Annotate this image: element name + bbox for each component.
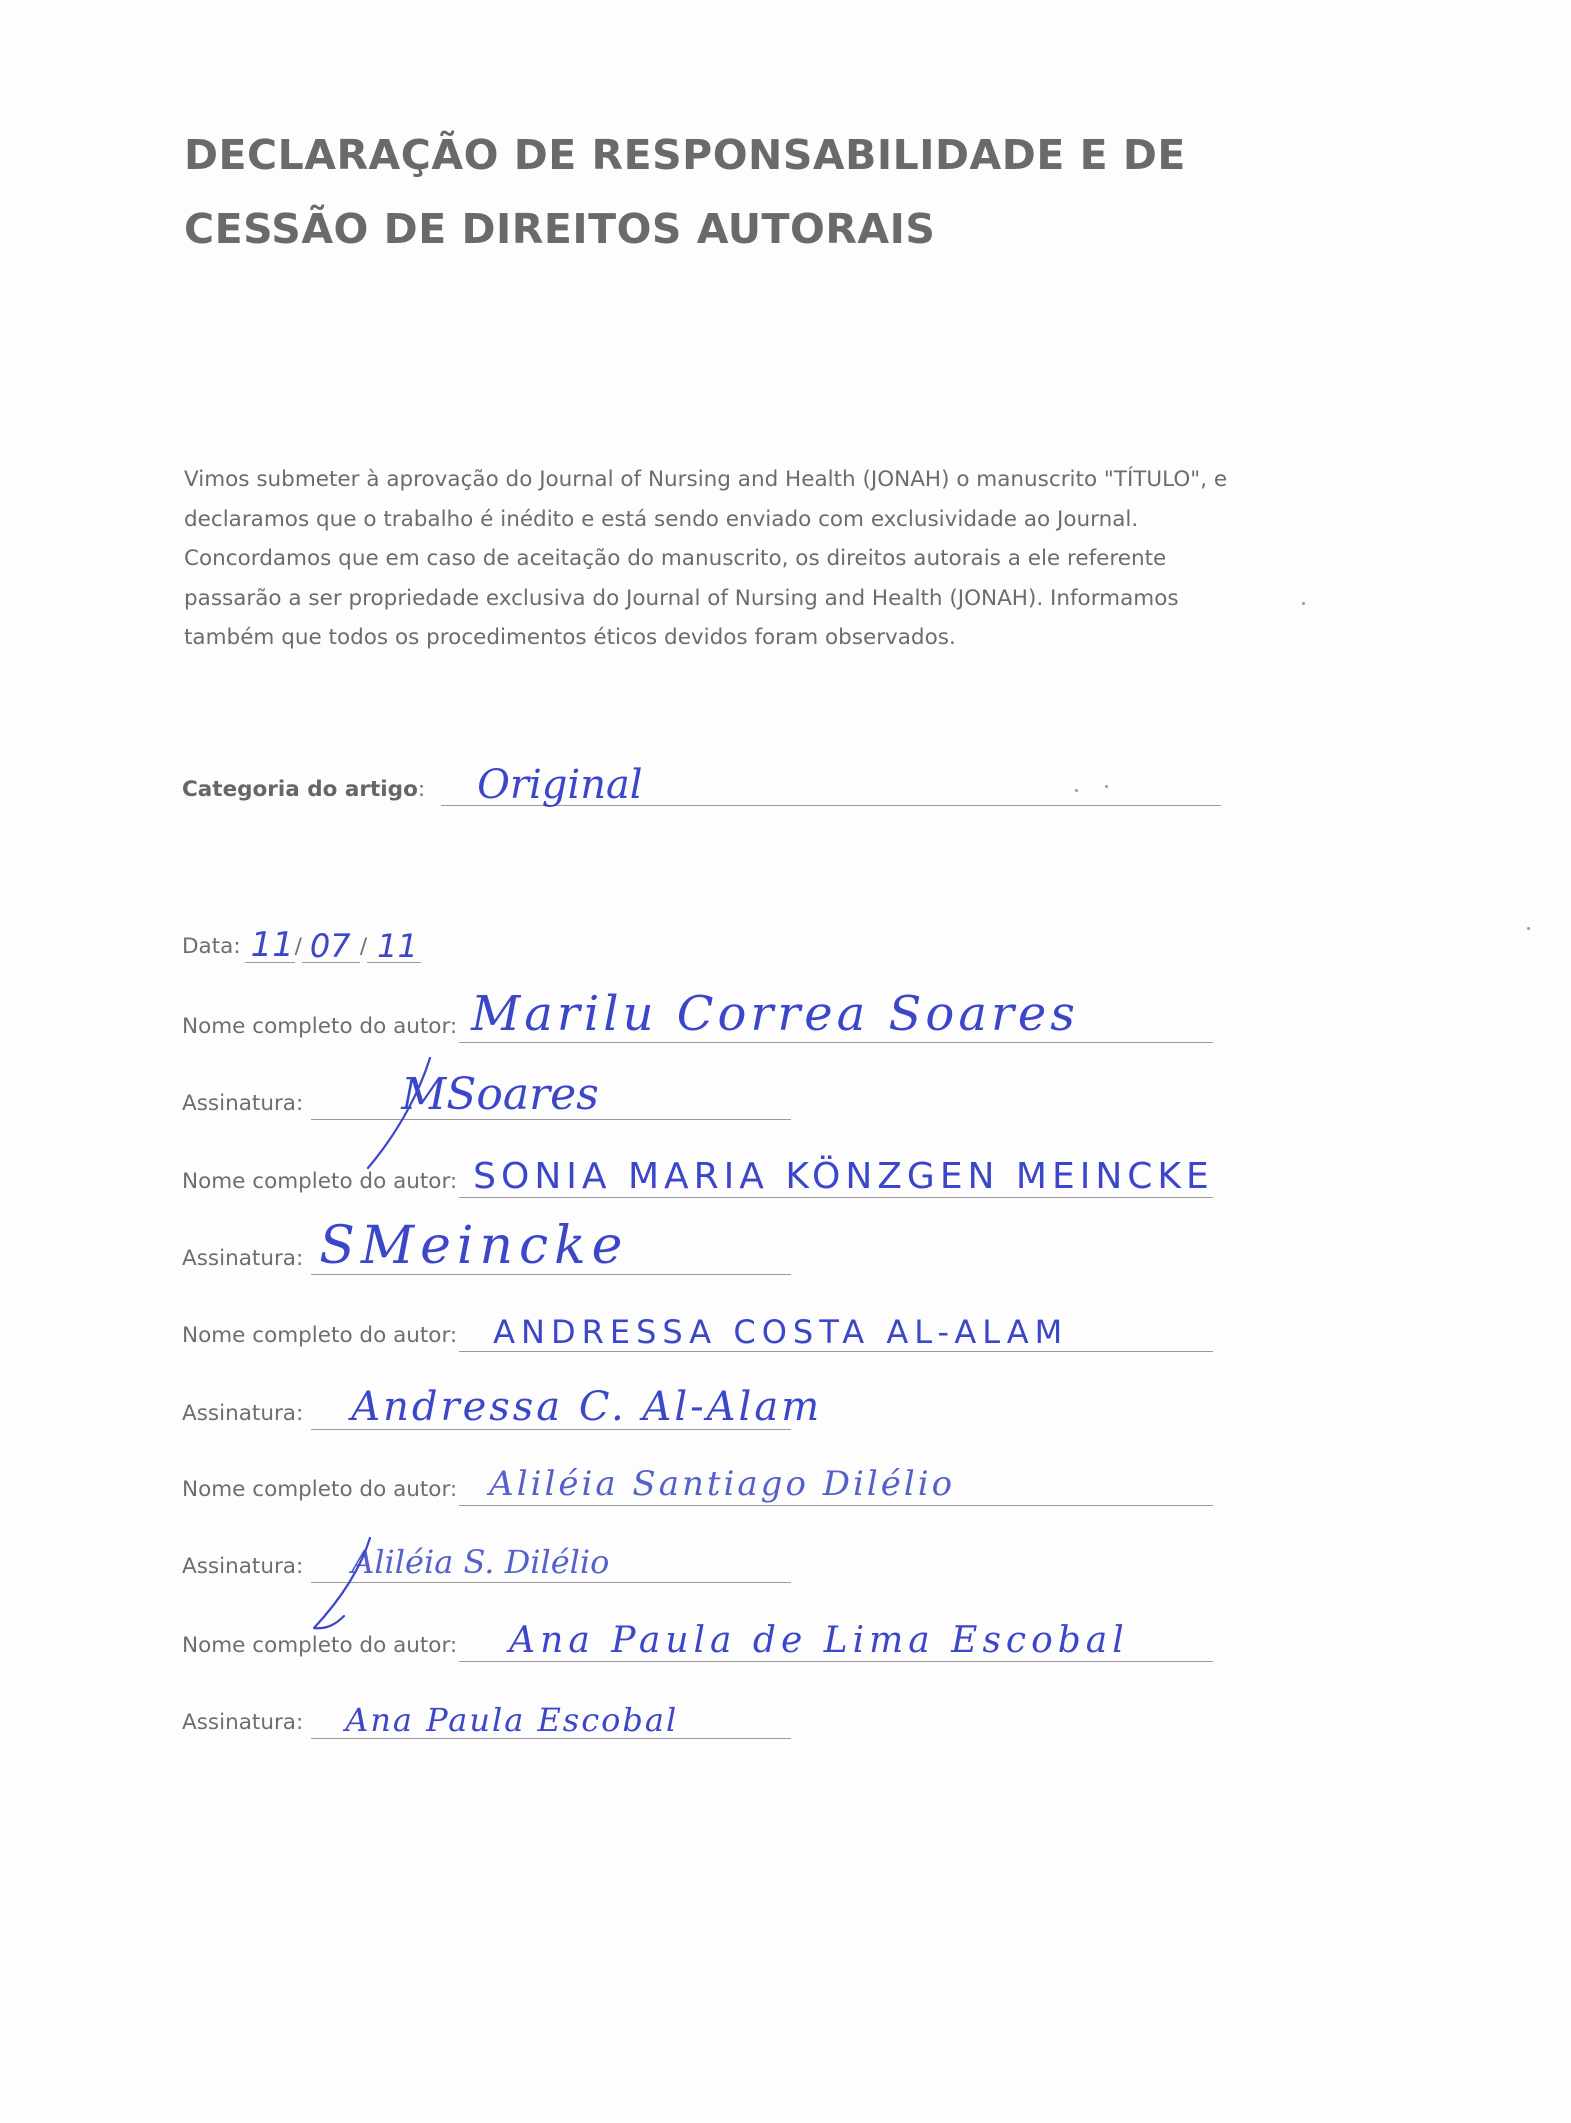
signature-loop-stroke [360,1050,520,1180]
author-name-field [182,1292,1213,1352]
signature-line[interactable] [311,1678,791,1739]
scan-speck [1105,785,1108,788]
date-day: 11 [250,925,294,965]
signature-line[interactable] [311,1369,823,1430]
date-separator: / [359,934,368,959]
scan-speck [1075,789,1078,792]
category-line[interactable] [441,745,1221,806]
declaration-line: também que todos os procedimentos éticos devidos foram observados. [184,625,956,650]
author-name-value: SONIA MARIA KÖNZGEN MEINCKE [473,1156,1214,1197]
author-name-label: Nome completo do autor: [182,1633,458,1658]
signature-line[interactable] [311,1214,791,1275]
document-title [184,118,1384,266]
signature-label: Assinatura: [182,1710,304,1735]
author-name-label: Nome completo do autor: [182,1477,458,1502]
declaration-line: Vimos submeter à aprovação do Journal of Nursing and Health (JONAH) o manuscrito "TÍTULO", e [184,467,1228,492]
date-day-line[interactable] [245,902,295,963]
date-year: 11 [377,927,418,965]
declaration-line: declaramos que o trabalho é inédito e está sendo enviado com exclusividade ao Journal. [184,506,1139,532]
author-name-line[interactable] [459,1137,1213,1198]
author-name-field [182,1138,1213,1198]
signature-value: Ana Paula Escobal [345,1701,679,1739]
signature-value: MSoares [401,1069,599,1120]
signature-value: Andressa C. Al-Alam [351,1384,823,1430]
author-name-field [182,983,1213,1043]
author-name-line[interactable] [459,1601,1213,1662]
declaration-line: Concordamos que em caso de aceitação do manuscrito, os direitos autorais a ele referente [184,546,1167,571]
author-name-label: Nome completo do autor: [182,1014,458,1039]
author-name-line[interactable] [459,982,1213,1043]
signature-loop-stroke [300,1520,420,1640]
title-line-1: DECLARAÇÃO DE RESPONSABILIDADE E DE [184,131,1186,179]
signature-field [182,1679,791,1739]
date-field [182,903,421,963]
author-name-value: ANDRESSA COSTA AL-ALAM [493,1313,1069,1351]
date-year-line[interactable] [367,902,421,963]
author-name-line[interactable] [459,1291,1213,1352]
signature-label: Assinatura: [182,1091,304,1116]
signature-value: Aliléia S. Dilélio [351,1543,610,1581]
scan-speck [1527,927,1530,930]
category-value: Original [477,762,643,808]
author-name-value: Marilu Correa Soares [471,986,1079,1042]
signature-label: Assinatura: [182,1554,304,1579]
author-name-label: Nome completo do autor: [182,1323,458,1348]
category-label: Categoria do artigo [182,777,418,802]
signature-field [182,1215,791,1275]
signature-label: Assinatura: [182,1246,304,1271]
author-name-value: Aliléia Santiago Dilélio [489,1464,956,1504]
author-name-value: Ana Paula de Lima Escobal [509,1620,1129,1661]
signature-field [182,1523,791,1583]
date-month-line[interactable] [302,902,360,963]
category-colon: : [417,777,426,802]
signature-label: Assinatura: [182,1401,304,1426]
author-name-field [182,1446,1213,1506]
author-name-label: Nome completo do autor: [182,1169,458,1194]
date-month: 07 [309,927,351,965]
category-field [182,746,1221,806]
declaration-line: passarão a ser propriedade exclusiva do Journal of Nursing and Health (JONAH). Informamos [184,585,1179,611]
declaration-text [184,460,1384,658]
scan-speck [1302,602,1305,605]
signature-value: SMeincke [319,1216,629,1276]
date-separator: / [294,934,302,959]
author-name-line[interactable] [459,1445,1213,1506]
signature-field [182,1370,823,1430]
title-line-2: CESSÃO DE DIREITOS AUTORAIS [184,205,936,253]
date-label: Data: [182,934,241,959]
